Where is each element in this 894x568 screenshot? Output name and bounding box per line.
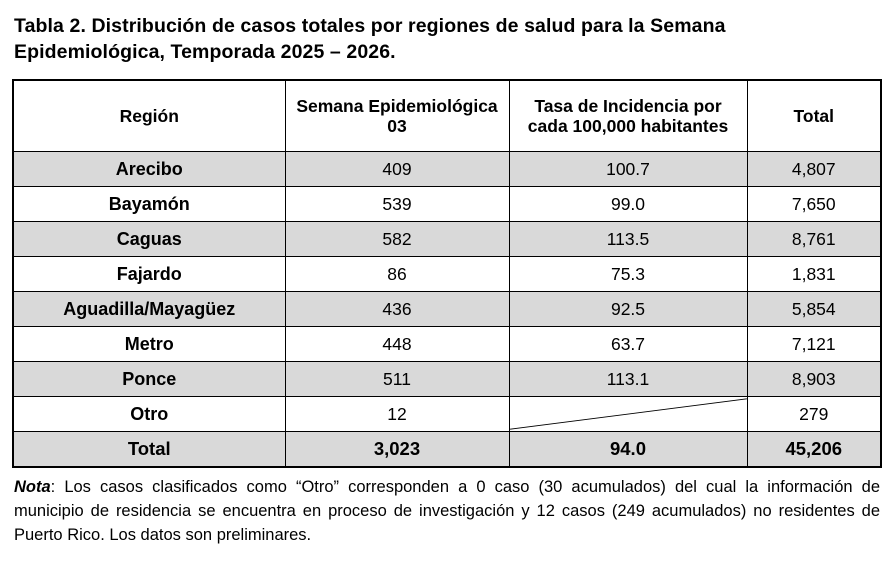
table-row <box>13 362 881 397</box>
cell-rate: 100.7 <box>509 152 747 187</box>
table-row <box>13 257 881 292</box>
cell-total: 7,650 <box>747 187 881 222</box>
cell-week: 539 <box>285 187 509 222</box>
cell-week: 436 <box>285 292 509 327</box>
header-region: Región <box>13 80 285 152</box>
cell-total: 7,121 <box>747 327 881 362</box>
table-row <box>13 222 881 257</box>
table-header-row <box>13 80 881 152</box>
table-title-line1: Tabla 2. Distribución de casos totales por regiones de salud para la Semana <box>14 15 726 37</box>
cell-total: 279 <box>747 397 881 432</box>
table-footer-row <box>13 432 881 468</box>
cell-week: 12 <box>285 397 509 432</box>
cell-total: 8,761 <box>747 222 881 257</box>
table-row <box>13 187 881 222</box>
note-label: Nota <box>14 478 51 497</box>
header-total: Total <box>747 80 881 152</box>
cell-rate-not-applicable <box>509 397 747 432</box>
cell-total: 8,903 <box>747 362 881 397</box>
cell-total: 4,807 <box>747 152 881 187</box>
cell-rate: 75.3 <box>509 257 747 292</box>
cell-week: 511 <box>285 362 509 397</box>
cell-total: 1,831 <box>747 257 881 292</box>
cell-rate: 92.5 <box>509 292 747 327</box>
footer-region: Total <box>13 432 285 468</box>
cell-rate: 63.7 <box>509 327 747 362</box>
cell-rate: 113.5 <box>509 222 747 257</box>
note-text: : Los casos clasificados como “Otro” corresponden a 0 caso (30 acumulados) del cual la información de municipio de residencia se encuentra en proceso de investigación y 12 casos (249 acumulados) no residentes de Puerto Rico. Los datos son preliminares. <box>14 478 880 545</box>
cell-rate: 113.1 <box>509 362 747 397</box>
header-week: Semana Epidemiológica 03 <box>285 80 509 152</box>
table-note <box>14 476 880 548</box>
cell-week: 86 <box>285 257 509 292</box>
cell-region: Bayamón <box>13 187 285 222</box>
footer-week: 3,023 <box>285 432 509 468</box>
table-row <box>13 327 881 362</box>
cases-by-region-table <box>12 79 882 468</box>
cell-week: 448 <box>285 327 509 362</box>
cell-rate: 99.0 <box>509 187 747 222</box>
header-rate: Tasa de Incidencia por cada 100,000 habitantes <box>509 80 747 152</box>
table-title-line2: Epidemiológica, Temporada 2025 – 2026. <box>14 40 396 63</box>
cell-region: Caguas <box>13 222 285 257</box>
cell-week: 582 <box>285 222 509 257</box>
cell-week: 409 <box>285 152 509 187</box>
table-title <box>14 14 880 65</box>
cell-region: Metro <box>13 327 285 362</box>
table-row <box>13 292 881 327</box>
footer-rate: 94.0 <box>509 432 747 468</box>
cell-region: Otro <box>13 397 285 432</box>
cell-region: Ponce <box>13 362 285 397</box>
table-body <box>13 152 881 468</box>
table-row <box>13 152 881 187</box>
cell-region: Fajardo <box>13 257 285 292</box>
cell-region: Arecibo <box>13 152 285 187</box>
diagonal-strike-icon <box>510 397 747 431</box>
table-row <box>13 397 881 432</box>
cell-total: 5,854 <box>747 292 881 327</box>
cell-region: Aguadilla/Mayagüez <box>13 292 285 327</box>
table-header <box>13 80 881 152</box>
footer-total: 45,206 <box>747 432 881 468</box>
